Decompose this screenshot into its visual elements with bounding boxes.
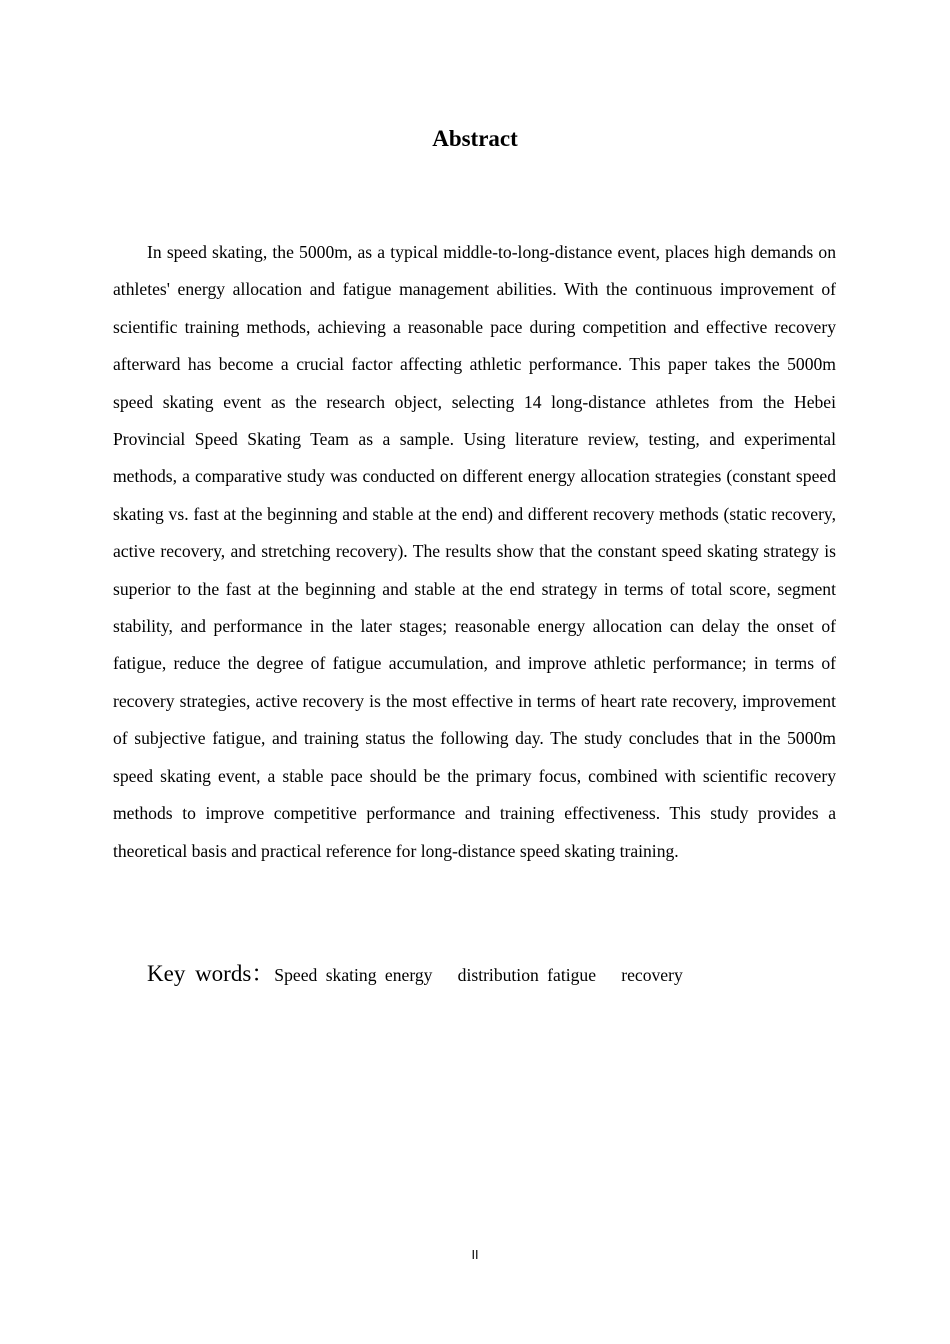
keywords-label: Key words： xyxy=(147,961,275,986)
abstract-paragraph: In speed skating, the 5000m, as a typical middle-to-long-distance event, places high demands on athletes' energy allocation and fatigue management abilities. With the continuous improvement of scientific training methods, achieving a reasonable pace during competition and effective recovery afterward has become a crucial factor affecting athletic performance. This paper takes the 5000m speed skating event as the research object, selecting 14 long-distance athletes from the Hebei Provincial Speed Skating Team as a sample. Using literature review, testing, and experimental methods, a comparative study was conducted on different energy allocation strategies (constant speed skating vs. fast at the beginning and stable at the end) and different recovery methods (static recovery, active recovery, and stretching recovery). The results show that the constant speed skating strategy is superior to the fast at the beginning and stable at the end strategy in terms of total score, segment stability, and performance in the later stages; reasonable energy allocation can delay the onset of fatigue, reduce the degree of fatigue accumulation, and improve athletic performance; in terms of recovery strategies, active recovery is the most effective in terms of heart rate recovery, improvement of subjective fatigue, and training status the following day. The study concludes that in the 5000m speed skating event, a stable pace should be the primary focus, combined with scientific recovery methods to improve competitive performance and training effectiveness. This study provides a theoretical basis and practical reference for long-distance speed skating training. xyxy=(113,242,836,861)
keywords-line xyxy=(147,957,847,994)
keywords-text: Speed skating energy distribution fatigue recovery xyxy=(274,965,683,985)
page-number: II xyxy=(471,1248,479,1262)
page-title: Abstract xyxy=(432,126,518,151)
